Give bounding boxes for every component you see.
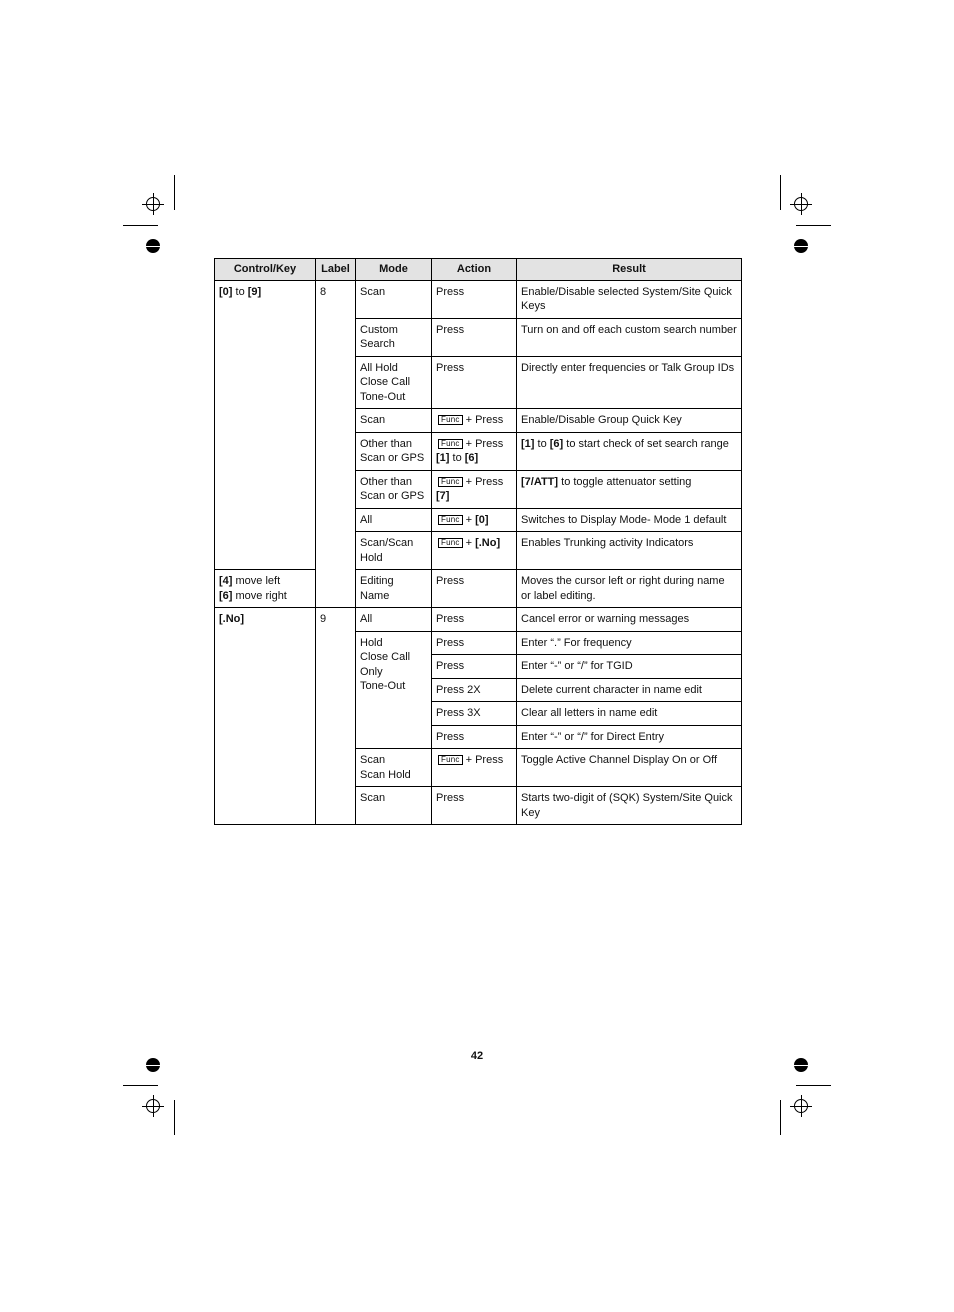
action-cell: Press — [432, 655, 517, 679]
header-result: Result — [517, 259, 742, 281]
action-cell — [432, 508, 517, 532]
mode-cell — [356, 532, 432, 570]
header-label: Label — [316, 259, 356, 281]
key-function-table — [214, 258, 742, 825]
mode-line: Hold — [360, 551, 383, 564]
mode-line: Other than — [360, 475, 412, 488]
result-text: to start check of set search range — [563, 437, 729, 450]
mode-cell: Scan — [356, 409, 432, 433]
crop-mark-bottom-right-vertical — [780, 1100, 781, 1135]
mode-line: Scan or GPS — [360, 452, 425, 464]
mode-cell: All — [356, 508, 432, 532]
key-desc: move left — [232, 575, 281, 587]
action-cell: Press — [432, 631, 517, 655]
func-key-icon: Func — [438, 515, 463, 525]
registration-target-icon — [146, 1099, 160, 1113]
key-range-to: to — [534, 437, 550, 450]
action-cell: Press — [432, 318, 517, 356]
control-key-cell — [215, 570, 316, 608]
result-cell: Moves the cursor left or right during name or label editing. — [517, 570, 742, 608]
action-cell: Press 3X — [432, 702, 517, 726]
crop-mark-bottom-right-horizontal — [796, 1085, 831, 1086]
key-dot-no: [.No] — [475, 537, 501, 549]
mode-line: Scan Hold — [360, 768, 411, 781]
result-cell: Delete current character in name edit — [517, 678, 742, 702]
action-text: + — [465, 513, 476, 526]
action-text: + Press — [465, 437, 504, 450]
action-text: + Press — [465, 475, 504, 488]
action-cell — [432, 432, 517, 470]
header-mode: Mode — [356, 259, 432, 281]
mode-line: Other than — [360, 437, 412, 450]
mode-cell — [356, 356, 432, 409]
registration-target-icon — [146, 197, 160, 211]
result-cell — [517, 432, 742, 470]
mode-cell — [356, 749, 432, 787]
result-text: to toggle attenuator setting — [558, 475, 692, 488]
result-cell: Enter “-” or “/” for TGID — [517, 655, 742, 679]
crop-mark-top-right-vertical — [780, 175, 781, 210]
mode-cell: Scan — [356, 787, 432, 825]
action-cell: Press 2X — [432, 678, 517, 702]
result-cell: Directly enter frequencies or Talk Group IDs — [517, 356, 742, 409]
result-cell: Enable/Disable Group Quick Key — [517, 409, 742, 433]
func-key-icon: Func — [438, 538, 463, 548]
page-number: 42 — [470, 1050, 484, 1062]
key-0: [0] — [475, 513, 489, 526]
key-6: [6] — [464, 452, 479, 464]
mode-line: Editing — [360, 575, 394, 587]
table-row — [215, 280, 742, 318]
table-row — [215, 570, 742, 608]
registration-target-icon — [794, 1099, 808, 1113]
key-7: [7] — [436, 490, 450, 502]
action-cell: Press — [432, 608, 517, 632]
table-row — [215, 608, 742, 632]
mode-line: Scan or GPS — [360, 490, 425, 502]
mode-line: Close Call — [360, 651, 411, 663]
key-1: [1] — [436, 452, 450, 464]
header-action: Action — [432, 259, 517, 281]
mode-line: Close Call — [360, 376, 411, 388]
action-text: + — [465, 537, 476, 549]
key-7-att: [7/ATT] — [521, 475, 559, 488]
action-text: + Press — [465, 754, 504, 766]
action-cell: Press — [432, 356, 517, 409]
registration-dot-icon — [146, 239, 160, 253]
mode-line: Scan/Scan — [360, 537, 414, 549]
control-key-cell — [215, 608, 316, 825]
mode-cell — [356, 432, 432, 470]
func-key-icon: Func — [438, 477, 463, 487]
key-range-to: to — [449, 452, 465, 464]
mode-line: Hold — [360, 636, 383, 649]
result-cell — [517, 470, 742, 508]
action-cell: Press — [432, 725, 517, 749]
result-cell: Starts two-digit of (SQK) System/Site Quick Key — [517, 787, 742, 825]
header-control-key: Control/Key — [215, 259, 316, 281]
key-range-to: to — [232, 285, 248, 298]
crop-mark-top-left-horizontal — [123, 225, 158, 226]
action-cell: Press — [432, 787, 517, 825]
mode-line: Custom — [360, 323, 398, 336]
result-cell: Turn on and off each custom search number — [517, 318, 742, 356]
func-key-icon: Func — [438, 415, 463, 425]
mode-line: All Hold — [360, 361, 398, 374]
key-dot-no: [.No] — [219, 613, 245, 625]
crop-mark-top-left-vertical — [174, 175, 175, 210]
mode-cell — [356, 318, 432, 356]
key-1: [1] — [521, 437, 535, 450]
action-text: + Press — [465, 414, 504, 426]
result-cell: Switches to Display Mode- Mode 1 default — [517, 508, 742, 532]
func-key-icon: Func — [438, 755, 463, 765]
action-cell — [432, 409, 517, 433]
key-0: [0] — [219, 285, 233, 298]
mode-line: Tone-Out — [360, 680, 406, 692]
crop-mark-bottom-left-vertical — [174, 1100, 175, 1135]
result-cell: Toggle Active Channel Display On or Off — [517, 749, 742, 787]
result-cell: Enable/Disable selected System/Site Quick Keys — [517, 280, 742, 318]
key-6: [6] — [219, 589, 233, 602]
result-cell: Enables Trunking activity Indicators — [517, 532, 742, 570]
action-cell — [432, 470, 517, 508]
action-cell: Press — [432, 280, 517, 318]
registration-dot-icon — [794, 239, 808, 253]
mode-line: Only — [360, 665, 383, 678]
registration-target-icon — [794, 197, 808, 211]
result-cell: Cancel error or warning messages — [517, 608, 742, 632]
action-cell: Press — [432, 570, 517, 608]
mode-cell — [356, 570, 432, 608]
mode-line: Name — [360, 589, 390, 602]
result-cell: Enter “-” or “/” for Direct Entry — [517, 725, 742, 749]
key-6: [6] — [549, 437, 564, 450]
mode-cell — [356, 470, 432, 508]
key-9: [9] — [247, 285, 262, 298]
crop-mark-bottom-left-horizontal — [123, 1085, 158, 1086]
label-cell: 9 — [316, 608, 356, 825]
func-key-icon: Func — [438, 439, 463, 449]
action-cell — [432, 749, 517, 787]
control-key-cell — [215, 280, 316, 570]
action-cell — [432, 532, 517, 570]
result-cell: Enter “.” For frequency — [517, 631, 742, 655]
result-cell: Clear all letters in name edit — [517, 702, 742, 726]
table-header-row — [215, 259, 742, 281]
mode-cell — [356, 631, 432, 749]
key-4: [4] — [219, 575, 233, 587]
mode-line: Tone-Out — [360, 390, 406, 403]
mode-cell: Scan — [356, 280, 432, 318]
mode-cell: All — [356, 608, 432, 632]
label-cell: 8 — [316, 280, 356, 608]
mode-line: Scan — [360, 754, 386, 766]
mode-line: Search — [360, 338, 395, 350]
crop-mark-top-right-horizontal — [796, 225, 831, 226]
key-desc: move right — [232, 589, 287, 602]
